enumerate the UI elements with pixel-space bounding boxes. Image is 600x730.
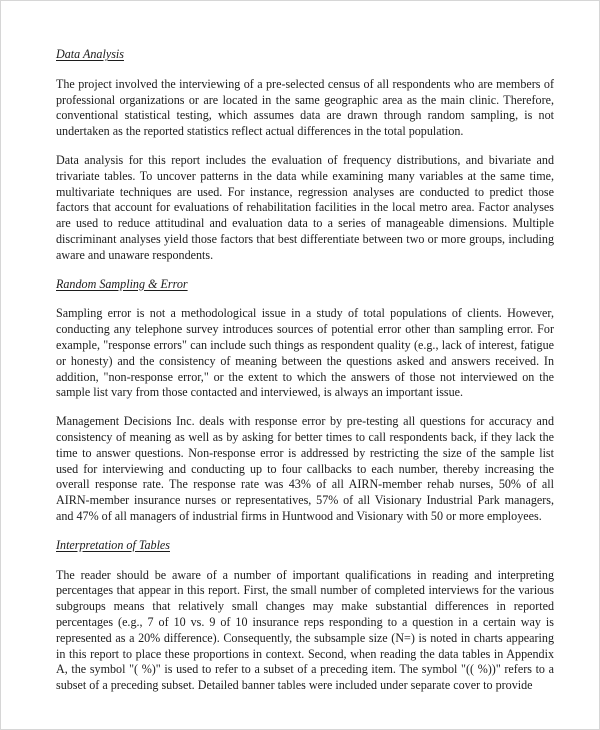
section-heading: Data Analysis [56, 47, 124, 61]
section-random-sampling [56, 277, 554, 525]
section-interpretation-of-tables [56, 538, 554, 694]
section-data-analysis [56, 47, 554, 264]
paragraph: Data analysis for this report includes the evaluation of frequency distributions, and bivariate and trivariate tables. To uncover patterns in the data while examining many variables at the same time, multivariate techniques are used. For instance, regression analyses are conducted to predict those factors that account for evaluations of rehabilitation facilities in the local metro area. Factor analyses are used to reduce attitudinal and evaluation data to a series of manageable dimensions. Multiple discriminant analyses yield those factors that best differentiate between two or more groups, including aware and unaware respondents. [56, 152, 554, 262]
document-body [56, 47, 554, 707]
section-heading: Random Sampling & Error [56, 276, 188, 291]
section-heading: Interpretation of Tables [56, 537, 170, 552]
paragraph: The project involved the interviewing of a pre-selected census of all respondents who are members of professional organizations or are located in the same geographic area as the main clinic. Therefore, conventional statistical testing, which assumes data are drawn through random sampling, is not undertaken as the reported statistics reflect actual differences in the total population. [56, 76, 554, 139]
paragraph: Management Decisions Inc. deals with response error by pre-testing all questions for accuracy and consistency of meaning as well as by asking for better times to call respondents back, if they lack the time to answer questions. Non-response error is addressed by restricting the size of the sample list used for interviewing and conducting up to four callbacks to each number, thereby increasing the overall response rate. The response rate was 43% of all AIRN-member rehab nurses, 50% of all AIRN-member insurance nurses or representatives, 57% of all Visionary Industrial Park managers, and 47% of all managers of industrial firms in Huntwood and Visionary with 50 or more employees. [56, 414, 554, 523]
paragraph: Sampling error is not a methodological issue in a study of total populations of clients. However, conducting any telephone survey introduces sources of potential error other than sampling error. For example, "response errors" can include such things as respondent quality (e.g., lack of interest, fatigue or honesty) and the consistency of meaning between the questions asked and answers received. In addition, "non-response error," or the extent to which the answers of those not interviewed on the sample list vary from those contacted and interviewed, is always an important issue. [56, 306, 554, 400]
paragraph: The reader should be aware of a number of important qualifications in reading and interpreting percentages that appear in this report. First, the small number of completed interviews for the various subgroups means that relatively small changes may make substantial differences in reported percentages (e.g., 7 of 10 vs. 9 of 10 insurance reps responding to a question in a certain way is represented as a 20% difference). Consequently, the subsample size (N=) is noted in charts appearing in this report to place these proportions in context. Second, when reading the data tables in Appendix A, the symbol "( %)" is used to refer to a subset of a preceding item. The symbol "(( %))" refers to a subset of a preceding subset. Detailed banner tables were included under separate cover to provide [56, 567, 554, 693]
